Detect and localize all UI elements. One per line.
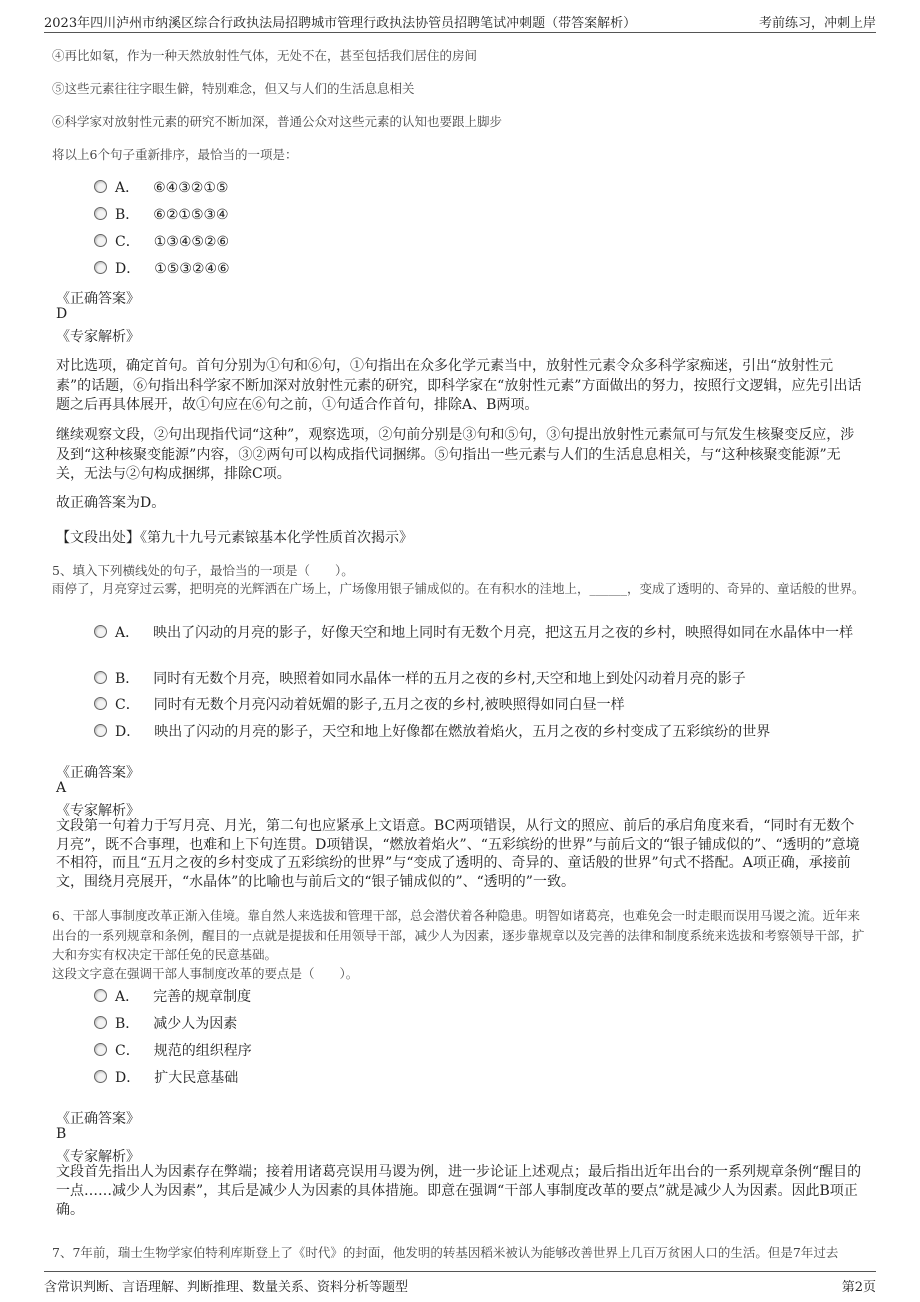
option-text: ⑥④③②①⑤ [153, 180, 229, 196]
analysis-paragraph: 文段第一句着力于写月亮、月光，第二句也应紧承上文语意。BC两项错误，从行文的照应、前后的承启角度来看，“同时有无数个月亮”，既不合事理，也难和上下句连贯。D项错误，“燃放着焰火”、“五彩缤纷的世界”与前后文的“银子铺成似的”、“透明的”意境不相符，而且“五月之夜的乡村变成了五彩缤纷的世界”与“变成了透明的、奇异的、童话般的世界”句式不搭配。A项正确，承接前文，围绕月亮展开，“水晶体”的比喻也与前后文的“银子铺成似的”、“透明的”一致。 [56, 818, 860, 890]
page-number: 第2页 [841, 1280, 876, 1295]
radio-icon[interactable] [94, 180, 107, 193]
option-a[interactable] [94, 621, 864, 645]
option-text: 映出了闪动的月亮的影子，好像天空和地上同时有无数个月亮，把这五月之夜的乡村，映照得如同在水晶体中一样 [153, 625, 854, 641]
option-letter: A． [115, 989, 140, 1005]
option-letter: A． [115, 625, 140, 641]
question-stem: 6、干部人事制度改革正渐入佳境。靠自然人来选拔和管理干部，总会潜伏着各种隐患。明智如诸葛亮，也难免会一时走眼而误用马谡之流。近年来出台的一系列规章和条例，醒目的一点就是提拔和任用领导干部，减少人为因素，逐步靠规章以及完善的法律和制度系统来选拔和考察领导干部，扩大和夯实有权决定干部任免的民意基础。 [52, 908, 865, 962]
option-letter: C． [115, 1043, 140, 1059]
option-letter: A． [115, 180, 140, 196]
source-citation: 【文段出处】《第九十九号元素锿基本化学性质首次揭示》 [56, 530, 413, 546]
page-footer [44, 1271, 876, 1294]
analysis-label: 《专家解析》 [56, 1149, 140, 1165]
option-d[interactable] [94, 1067, 238, 1087]
option-c[interactable] [94, 1040, 252, 1060]
radio-icon[interactable] [94, 724, 107, 737]
option-a[interactable] [94, 986, 251, 1006]
answer-value: D [56, 306, 68, 322]
radio-icon[interactable] [94, 261, 107, 274]
option-text: 扩大民意基础 [154, 1070, 239, 1086]
sentence-5: ⑤这些元素往往字眼生僻，特别难念，但又与人们的生活息息相关 [52, 81, 415, 96]
option-text: ⑥②①⑤③④ [153, 207, 229, 223]
answer-label: 《正确答案》 [56, 765, 140, 781]
question-prompt: 将以上6个句子重新排序，最恰当的一项是： [52, 147, 298, 162]
option-text: ①③④⑤②⑥ [153, 234, 230, 250]
footer-topics: 含常识判断、言语理解、判断推理、数量关系、资料分析等题型 [44, 1280, 409, 1295]
radio-icon[interactable] [94, 234, 107, 247]
analysis-label: 《专家解析》 [56, 329, 140, 345]
option-d[interactable] [94, 258, 230, 278]
radio-icon[interactable] [94, 1070, 107, 1083]
radio-icon[interactable] [94, 207, 107, 220]
radio-icon[interactable] [94, 1043, 107, 1056]
analysis-paragraph: 文段首先指出人为因素存在弊端；接着用诸葛亮误用马谡为例，进一步论证上述观点；最后指出近年出台的一系列规章条例“醒目的一点……减少人为因素”，其后是减少人为因素的具体措施。即意在强调“干部人事制度改革的要点”就是减少人为因素。因此B项正确。 [56, 1164, 862, 1218]
radio-icon[interactable] [94, 625, 107, 638]
option-text: 规范的组织程序 [153, 1043, 252, 1059]
option-letter: B． [115, 671, 140, 687]
radio-icon[interactable] [94, 1016, 107, 1029]
option-text: 映出了闪动的月亮的影子，天空和地上好像都在燃放着焰火，五月之夜的乡村变成了五彩缤纷的世界 [154, 724, 771, 740]
option-b[interactable] [94, 1013, 237, 1033]
analysis-conclusion: 故正确答案为D。 [56, 495, 166, 511]
radio-icon[interactable] [94, 671, 107, 684]
option-b[interactable] [94, 668, 746, 688]
option-letter: D． [115, 724, 141, 740]
option-d[interactable] [94, 721, 770, 741]
radio-icon[interactable] [94, 697, 107, 710]
radio-icon[interactable] [94, 989, 107, 1002]
analysis-paragraph: 继续观察文段，②句出现指代词“这种”，观察选项，②句前分别是③句和⑤句，③句提出放射性元素氚可与氘发生核聚变反应，涉及到“这种核聚变能源”内容，③②两句可以构成指代词捆绑。⑤句指出一些元素与人们的生活息息相关，与“这种核聚变能源”无关，无法与②句构成捆绑，排除C项。 [56, 427, 855, 482]
option-text: 同时有无数个月亮闪动着妩媚的影子,五月之夜的乡村,被映照得如同白昼一样 [153, 697, 625, 713]
option-text: ①⑤③②④⑥ [154, 261, 230, 277]
analysis-label: 《专家解析》 [56, 803, 140, 819]
question-prompt: 这段文字意在强调干部人事制度改革的要点是（ ）。 [52, 966, 359, 981]
analysis-paragraph: 对比选项，确定首句。首句分别为①句和⑥句，①句指出在众多化学元素当中，放射性元素令众多科学家痴迷，引出“放射性元素”的话题，⑥句指出科学家不断加深对放射性元素的研究，即科学家在“放射性元素”方面做出的努力，按照行文逻辑，应先引出话题之后再具体展开，故①句应在⑥句之前，①句适合作首句，排除A、B两项。 [56, 358, 862, 413]
option-letter: D． [115, 261, 141, 277]
sentence-6: ⑥科学家对放射性元素的研究不断加深，普通公众对这些元素的认知也要跟上脚步 [52, 114, 503, 129]
answer-label: 《正确答案》 [56, 1111, 140, 1127]
option-text: 完善的规章制度 [153, 989, 252, 1005]
option-c[interactable] [94, 694, 625, 714]
answer-value: A [56, 780, 67, 796]
page-header [44, 10, 876, 33]
option-letter: D． [115, 1070, 141, 1086]
answer-value: B [56, 1126, 67, 1142]
document-title: 2023年四川泸州市纳溪区综合行政执法局招聘城市管理行政执法协管员招聘笔试冲刺题（带答案解析） [44, 16, 637, 31]
header-slogan: 考前练习，冲刺上岸 [758, 16, 876, 31]
option-a[interactable] [94, 177, 228, 197]
sentence-4: ④再比如氡，作为一种天然放射性气体，无处不在，甚至包括我们居住的房间 [52, 48, 478, 63]
option-text: 减少人为因素 [153, 1016, 238, 1032]
option-text: 同时有无数个月亮，映照着如同水晶体一样的五月之夜的乡村,天空和地上到处闪动着月亮的影子 [153, 671, 746, 687]
question-stem: 5、填入下列横线处的句子，最恰当的一项是（ ）。 [52, 563, 354, 578]
question-passage: 雨停了，月亮穿过云雾，把明亮的光辉洒在广场上，广场像用银子铺成似的。在有积水的洼地上，______，变成了透明的、奇异的、童话般的世界。 [52, 581, 865, 596]
option-letter: B． [115, 1016, 140, 1032]
option-b[interactable] [94, 204, 229, 224]
option-letter: C． [115, 234, 140, 250]
question-stem: 7、7年前，瑞士生物学家伯特利库斯登上了《时代》的封面，他发明的转基因稻米被认为能够改善世界上几百万贫困人口的生活。但是7年过去 [52, 1245, 839, 1260]
option-letter: B． [115, 207, 140, 223]
answer-label: 《正确答案》 [56, 291, 140, 307]
option-letter: C． [115, 697, 140, 713]
option-c[interactable] [94, 231, 229, 251]
